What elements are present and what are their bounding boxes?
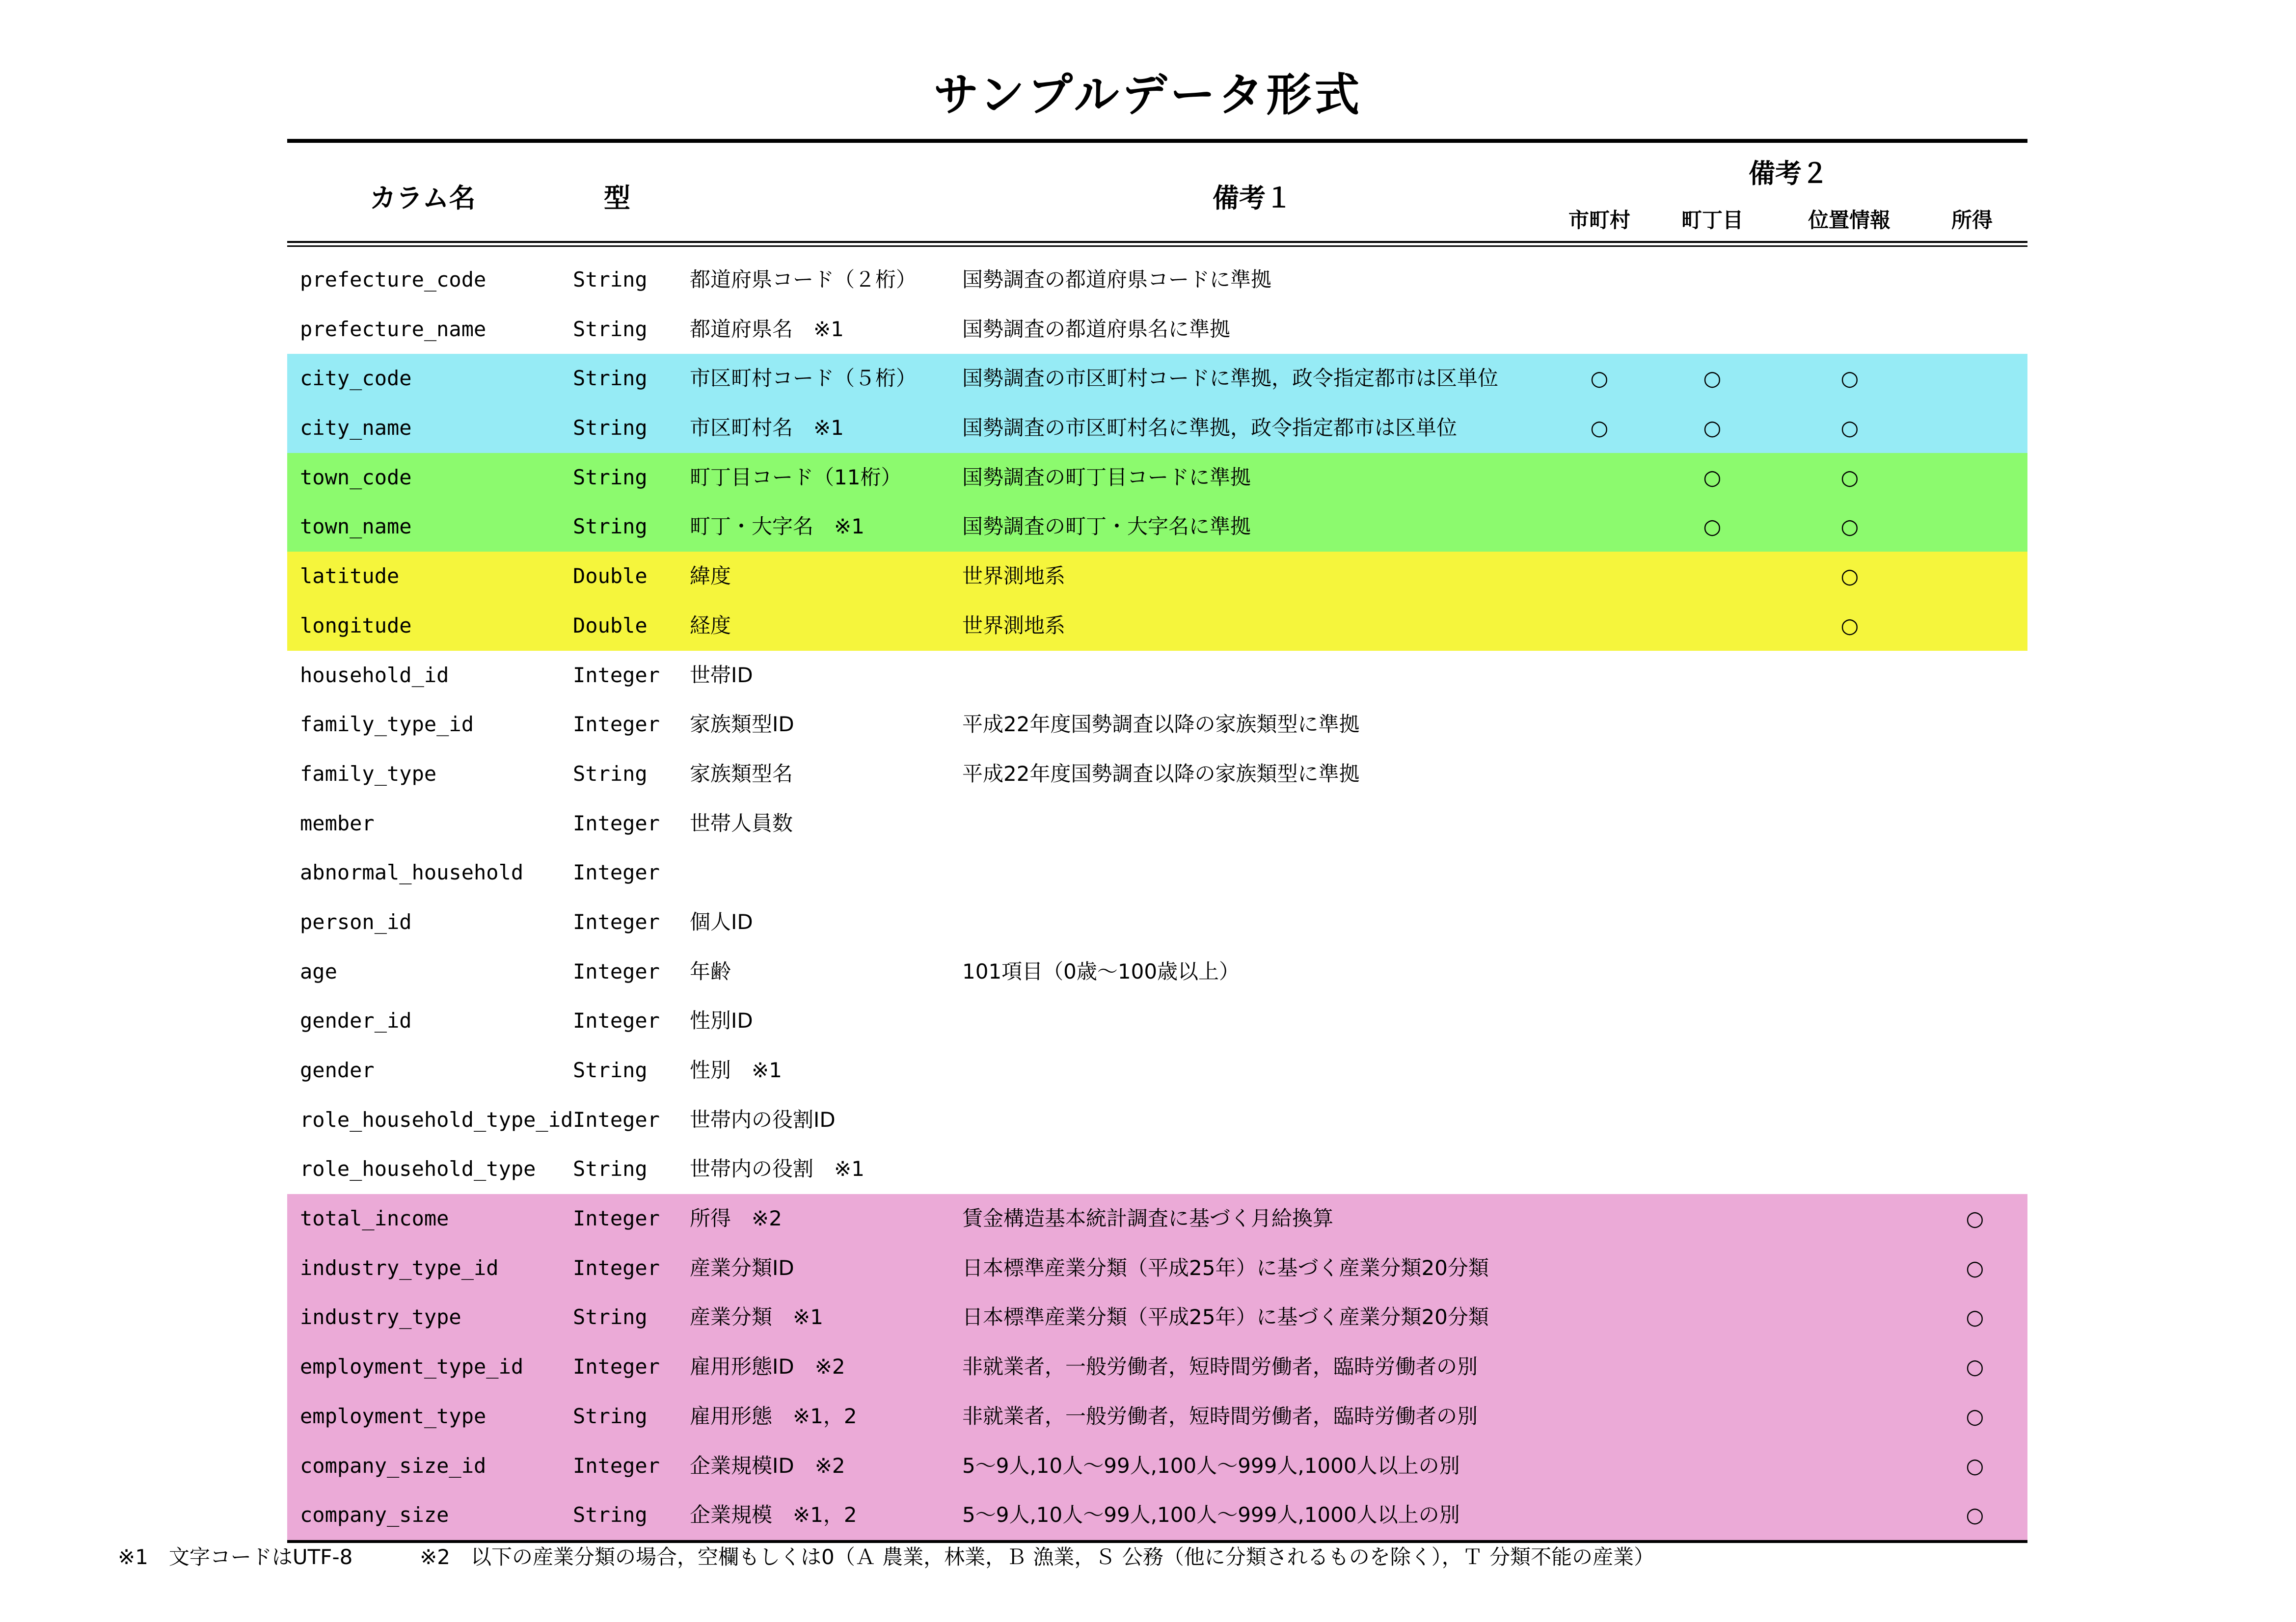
cell-column-name: total_income — [300, 1206, 449, 1231]
cell-description: 産業分類 ※1 — [690, 1305, 823, 1330]
cell-type: Integer — [573, 712, 660, 737]
cell-column-name: person_id — [300, 909, 412, 934]
cell-description: 町丁目コード（11桁） — [690, 465, 902, 489]
mark-income-circle-icon: ○ — [1966, 1255, 1984, 1280]
cell-column-name: abnormal_household — [300, 860, 524, 885]
cell-note: 国勢調査の都道府県コードに準拠 — [962, 267, 1272, 292]
mark-town-circle-icon: ○ — [1703, 514, 1722, 539]
cell-description: 個人ID — [690, 909, 753, 934]
cell-column-name: company_size — [300, 1503, 449, 1527]
table-row — [287, 1194, 2027, 1244]
table-row — [287, 601, 2027, 651]
cell-description: 企業規模ID ※2 — [690, 1453, 845, 1478]
cell-note: 非就業者，一般労働者，短時間労働者，臨時労働者の別 — [962, 1355, 1478, 1379]
mark-income-circle-icon: ○ — [1966, 1355, 1984, 1379]
cell-type: String — [573, 465, 648, 489]
mark-income-circle-icon: ○ — [1966, 1305, 1984, 1330]
cell-description: 世帯ID — [690, 663, 753, 687]
header-column-name: カラム名 — [370, 183, 476, 213]
table-body — [287, 255, 2027, 1540]
mark-location-circle-icon: ○ — [1840, 514, 1859, 539]
cell-column-name: town_name — [300, 514, 412, 539]
cell-note: 国勢調査の町丁目コードに準拠 — [962, 465, 1251, 489]
table-row — [287, 651, 2027, 700]
cell-note: 非就業者，一般労働者，短時間労働者，臨時労働者の別 — [962, 1404, 1478, 1428]
mark-income-circle-icon: ○ — [1966, 1404, 1984, 1428]
cell-description: 雇用形態ID ※2 — [690, 1355, 845, 1379]
cell-column-name: prefecture_name — [300, 317, 486, 341]
table-row — [287, 848, 2027, 898]
cell-description: 性別ID — [690, 1009, 753, 1033]
cell-note: 世界測地系 — [962, 564, 1066, 588]
cell-column-name: family_type — [300, 761, 437, 786]
table-row — [287, 354, 2027, 403]
cell-note: 101項目（0歳～100歳以上） — [962, 959, 1240, 984]
cell-type: String — [573, 1305, 648, 1330]
cell-description: 市区町村名 ※1 — [690, 416, 844, 440]
footnote-2: ※2 以下の産業分類の場合，空欄もしくは0（Ａ 農業，林業，Ｂ 漁業，Ｓ 公務（他に分類されるものを除く），Ｔ 分類不能の産業） — [420, 1545, 1655, 1569]
mark-town-circle-icon: ○ — [1703, 465, 1722, 489]
cell-column-name: prefecture_code — [300, 267, 486, 292]
cell-description: 年齢 — [690, 959, 731, 984]
cell-column-name: role_household_type_id — [300, 1107, 573, 1132]
cell-note: 国勢調査の都道府県名に準拠 — [962, 317, 1231, 341]
cell-description: 経度 — [690, 613, 731, 638]
cell-description: 都道府県コード（２桁） — [690, 267, 917, 292]
cell-note: 平成22年度国勢調査以降の家族類型に準拠 — [962, 712, 1360, 737]
cell-note: 国勢調査の町丁・大字名に準拠 — [962, 514, 1251, 539]
cell-type: Integer — [573, 811, 660, 835]
cell-description: 世帯内の役割 ※1 — [690, 1157, 864, 1181]
cell-description: 世帯内の役割ID — [690, 1107, 836, 1132]
header-note1: 備考１ — [1213, 183, 1292, 213]
table-header — [287, 143, 2027, 241]
table-row — [287, 700, 2027, 749]
cell-type: String — [573, 1503, 648, 1527]
mark-city-circle-icon: ○ — [1590, 366, 1609, 391]
table-row — [287, 749, 2027, 799]
cell-type: String — [573, 1058, 648, 1082]
cell-note: 国勢調査の市区町村名に準拠，政令指定都市は区単位 — [962, 416, 1458, 440]
mark-location-circle-icon: ○ — [1840, 366, 1859, 391]
cell-column-name: city_name — [300, 416, 412, 440]
footnotes — [118, 1541, 1654, 1570]
cell-column-name: role_household_type — [300, 1157, 536, 1181]
cell-type: String — [573, 416, 648, 440]
cell-type: Integer — [573, 1355, 660, 1379]
cell-description: 産業分類ID — [690, 1255, 794, 1280]
table-row — [287, 403, 2027, 453]
cell-description: 所得 ※2 — [690, 1206, 782, 1231]
mark-income-circle-icon: ○ — [1966, 1206, 1984, 1231]
cell-description: 雇用形態 ※1，2 — [690, 1404, 857, 1428]
mark-location-circle-icon: ○ — [1840, 416, 1859, 440]
cell-type: Integer — [573, 1453, 660, 1478]
cell-type: Double — [573, 564, 648, 588]
cell-column-name: gender_id — [300, 1009, 412, 1033]
mark-city-circle-icon: ○ — [1590, 416, 1609, 440]
cell-type: String — [573, 514, 648, 539]
cell-type: String — [573, 267, 648, 292]
cell-note: 日本標準産業分類（平成25年）に基づく産業分類20分類 — [962, 1255, 1489, 1280]
cell-type: Double — [573, 613, 648, 638]
table-row — [287, 1392, 2027, 1441]
cell-type: String — [573, 1157, 648, 1181]
cell-column-name: household_id — [300, 663, 449, 687]
table-row — [287, 1095, 2027, 1145]
cell-column-name: company_size_id — [300, 1453, 486, 1478]
cell-description: 都道府県名 ※1 — [690, 317, 844, 341]
cell-column-name: employment_type_id — [300, 1355, 524, 1379]
cell-description: 市区町村コード（５桁） — [690, 366, 917, 391]
header-sub-income: 所得 — [1951, 208, 1993, 232]
cell-type: Integer — [573, 1009, 660, 1033]
cell-description: 企業規模 ※1，2 — [690, 1503, 857, 1527]
cell-column-name: town_code — [300, 465, 412, 489]
cell-description: 緯度 — [690, 564, 731, 588]
cell-column-name: industry_type_id — [300, 1255, 499, 1280]
header-type: 型 — [604, 183, 630, 213]
cell-column-name: family_type_id — [300, 712, 474, 737]
cell-description: 家族類型ID — [690, 712, 794, 737]
table-row — [287, 996, 2027, 1046]
table-row — [287, 1244, 2027, 1293]
cell-description: 家族類型名 — [690, 761, 793, 786]
cell-type: Integer — [573, 1107, 660, 1132]
mark-location-circle-icon: ○ — [1840, 613, 1859, 638]
cell-type: Integer — [573, 959, 660, 984]
cell-note: 日本標準産業分類（平成25年）に基づく産業分類20分類 — [962, 1305, 1489, 1330]
cell-description: 町丁・大字名 ※1 — [690, 514, 864, 539]
mark-town-circle-icon: ○ — [1703, 366, 1722, 391]
cell-type: String — [573, 366, 648, 391]
table-row — [287, 947, 2027, 997]
table-row — [287, 1293, 2027, 1342]
table-top-rule — [287, 139, 2027, 143]
table-row — [287, 1342, 2027, 1392]
footnote-1: ※1 文字コードはUTF-8 — [118, 1545, 353, 1569]
table-row — [287, 1046, 2027, 1095]
cell-column-name: latitude — [300, 564, 400, 588]
header-sub-location: 位置情報 — [1808, 208, 1891, 232]
cell-type: Integer — [573, 909, 660, 934]
page-title: サンプルデータ形式 — [933, 69, 1363, 121]
header-sub-city: 市町村 — [1568, 208, 1631, 232]
cell-note: 世界測地系 — [962, 613, 1066, 638]
cell-type: Integer — [573, 663, 660, 687]
table-row — [287, 1490, 2027, 1540]
table-row — [287, 1144, 2027, 1194]
table-row — [287, 1441, 2027, 1491]
cell-column-name: industry_type — [300, 1305, 461, 1330]
mark-location-circle-icon: ○ — [1840, 564, 1859, 588]
table-row — [287, 799, 2027, 849]
cell-column-name: employment_type — [300, 1404, 486, 1428]
table-row — [287, 255, 2027, 305]
cell-type: Integer — [573, 860, 660, 885]
cell-column-name: city_code — [300, 366, 412, 391]
header-sub-town: 町丁目 — [1681, 208, 1744, 232]
cell-type: String — [573, 317, 648, 341]
cell-column-name: gender — [300, 1058, 375, 1082]
cell-type: Integer — [573, 1206, 660, 1231]
cell-note: 賃金構造基本統計調査に基づく月給換算 — [962, 1206, 1334, 1231]
cell-column-name: longitude — [300, 613, 412, 638]
header-note2: 備考２ — [1749, 158, 1828, 189]
cell-description: 性別 ※1 — [690, 1058, 782, 1082]
cell-note: 5～9人,10人～99人,100人～999人,1000人以上の別 — [962, 1453, 1460, 1478]
cell-note: 国勢調査の市区町村コードに準拠，政令指定都市は区単位 — [962, 366, 1499, 391]
cell-type: String — [573, 761, 648, 786]
data-format-table — [287, 139, 2027, 1543]
cell-type: String — [573, 1404, 648, 1428]
mark-income-circle-icon: ○ — [1966, 1503, 1984, 1527]
cell-type: Integer — [573, 1255, 660, 1280]
cell-description: 世帯人員数 — [690, 811, 793, 835]
table-row — [287, 305, 2027, 354]
cell-note: 平成22年度国勢調査以降の家族類型に準拠 — [962, 761, 1360, 786]
table-row — [287, 898, 2027, 947]
table-row — [287, 453, 2027, 503]
mark-location-circle-icon: ○ — [1840, 465, 1859, 489]
mark-town-circle-icon: ○ — [1703, 416, 1722, 440]
cell-column-name: age — [300, 959, 337, 984]
header-rule-lower — [287, 245, 2027, 247]
cell-note: 5～9人,10人～99人,100人～999人,1000人以上の別 — [962, 1503, 1460, 1527]
table-row — [287, 502, 2027, 552]
table-row — [287, 552, 2027, 601]
cell-column-name: member — [300, 811, 375, 835]
mark-income-circle-icon: ○ — [1966, 1453, 1984, 1478]
